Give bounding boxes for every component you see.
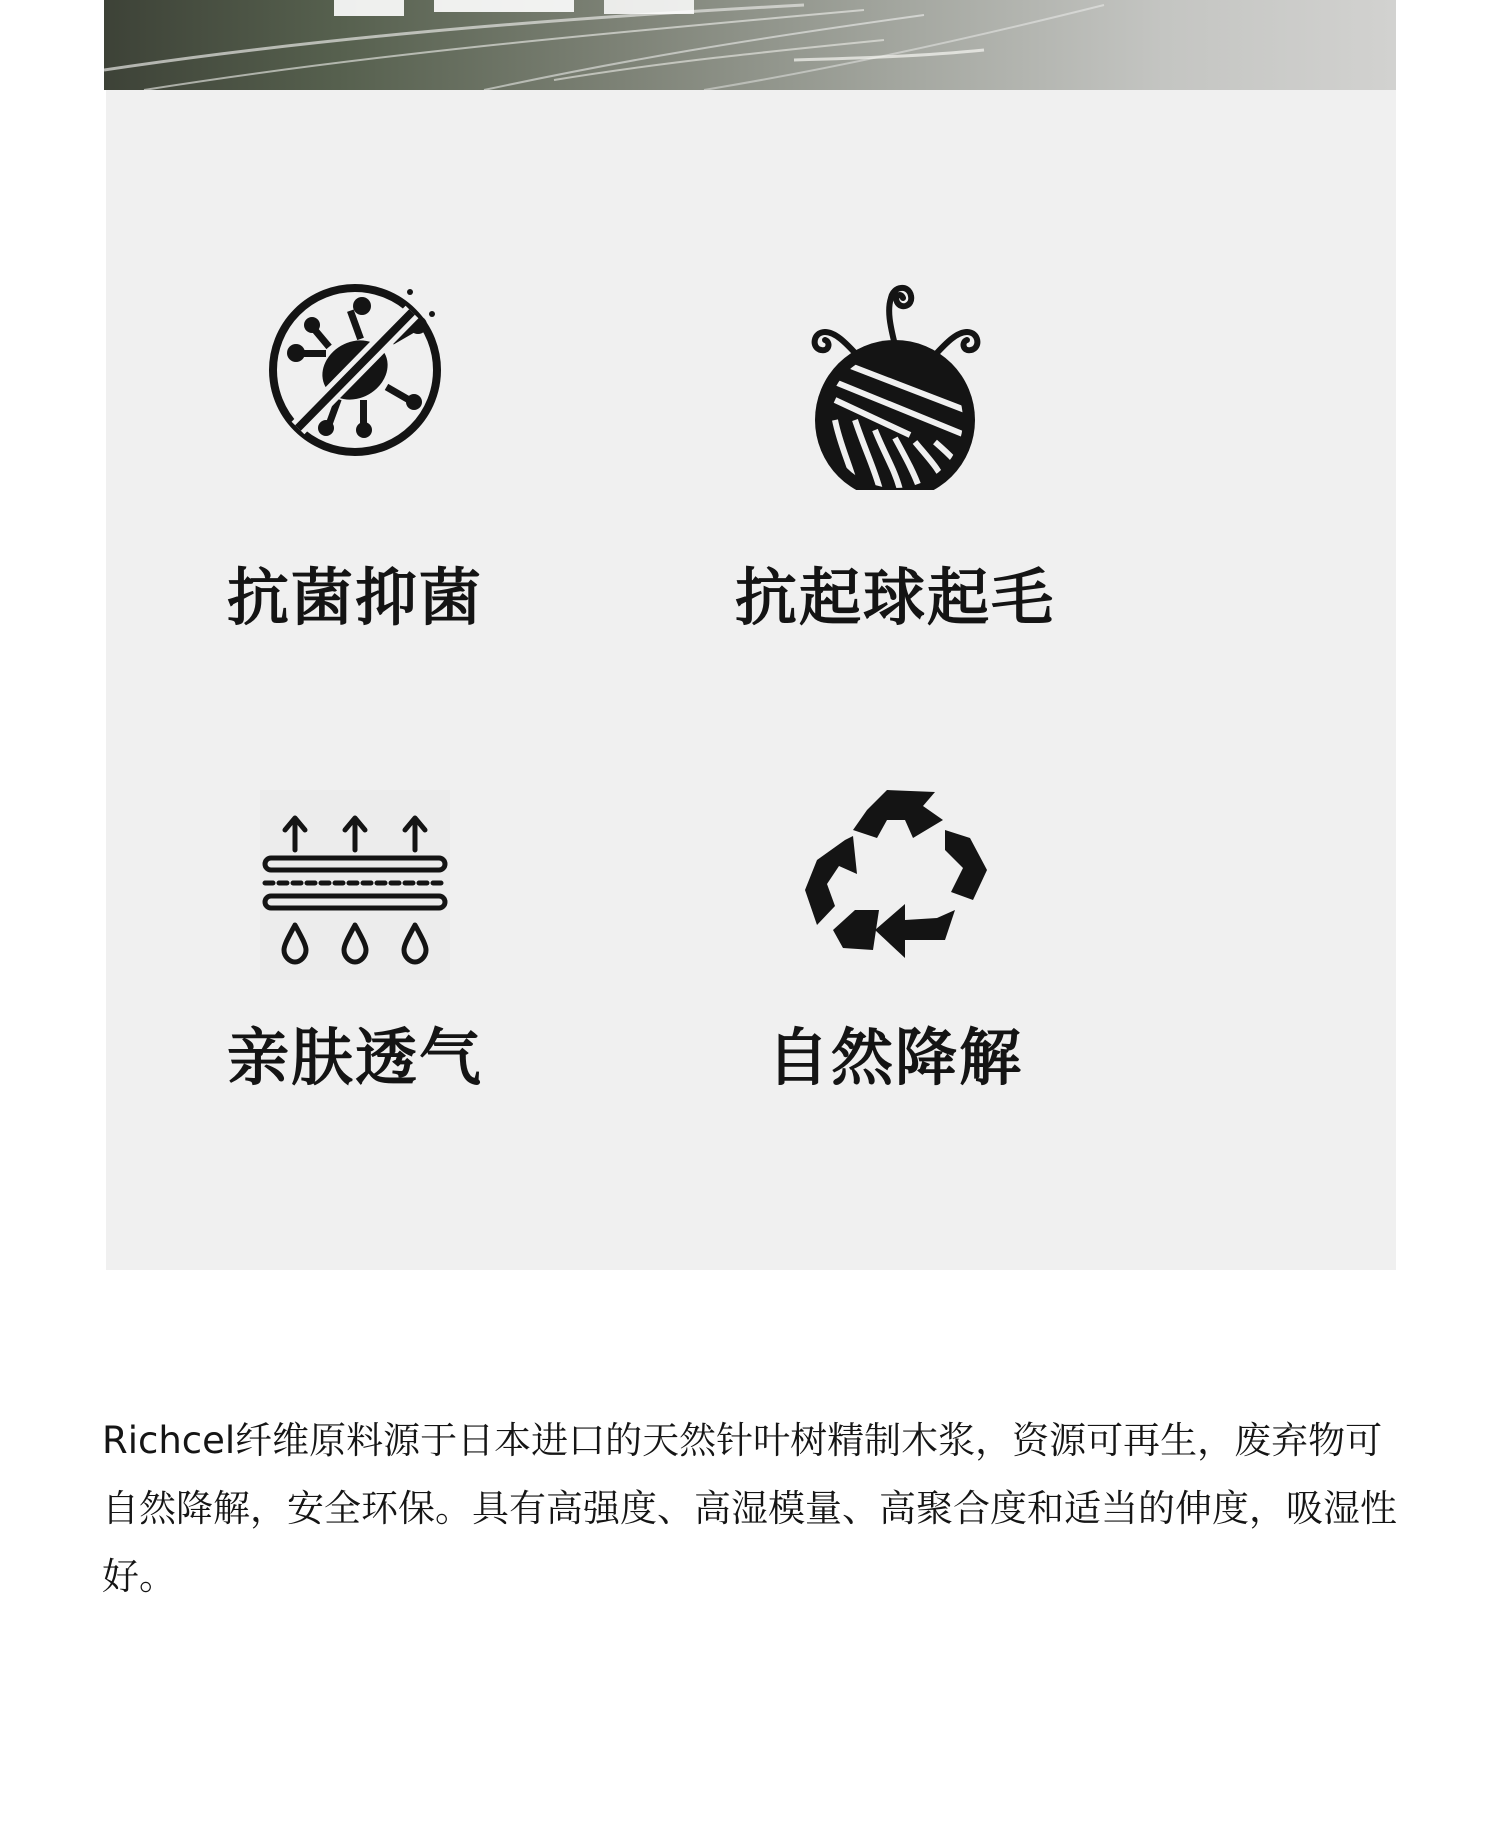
breathable-fabric-icon [260, 790, 450, 984]
feature-label: 抗菌抑菌 [226, 561, 483, 634]
fiber-strands-image [104, 0, 1396, 90]
yarn-ball-icon [795, 270, 995, 494]
product-description: Richcel纤维原料源于日本进口的天然针叶树精制木浆，资源可再生，废弃物可自然降解，安全环保。具有高强度、高湿模量、高聚合度和适当的伸度，吸湿性好。 [102, 1419, 1397, 1598]
feature-biodegradable [685, 680, 1105, 1094]
feature-label: 亲肤透气 [226, 1021, 483, 1094]
feature-label: 自然降解 [766, 1021, 1023, 1094]
feature-anti-pilling [685, 170, 1105, 634]
recycle-icon [795, 780, 995, 974]
feature-antibacterial [145, 170, 565, 634]
feature-breathable [145, 680, 565, 1094]
no-bacteria-icon [260, 270, 450, 464]
hero-banner-image [104, 0, 1396, 90]
feature-label: 抗起球起毛 [734, 561, 1055, 634]
